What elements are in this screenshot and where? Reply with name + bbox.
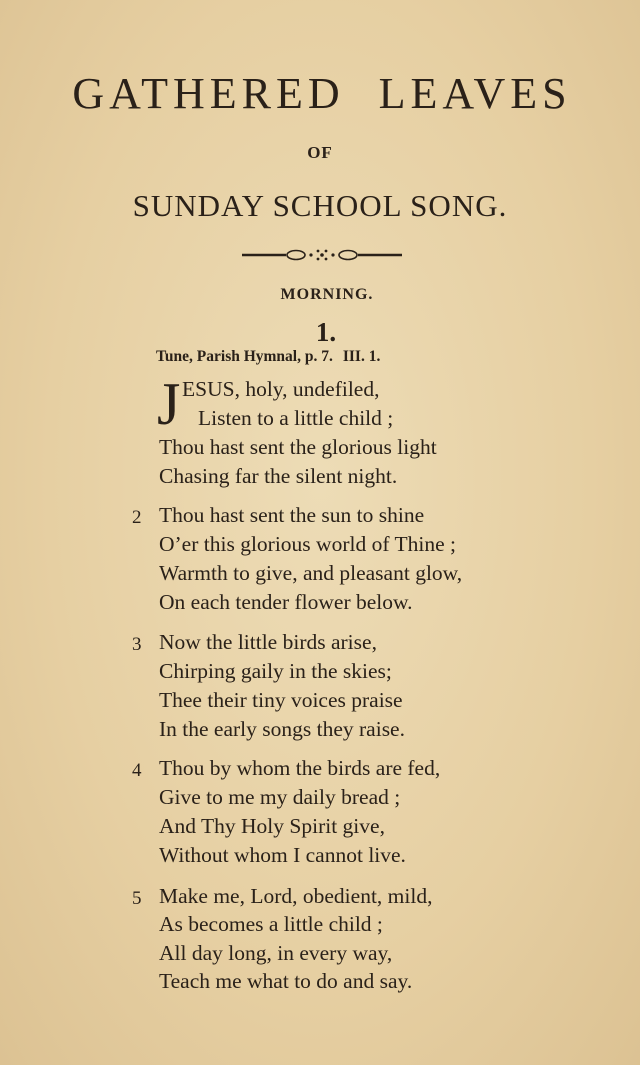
tune-reference [156, 348, 380, 366]
stanza-1-line-4: Chasing far the silent night. [159, 464, 398, 488]
stanza-3-line-1: Now the little birds arise, [159, 630, 377, 654]
stanza-5-number: 5 [132, 888, 142, 909]
ornament-divider-icon [240, 246, 404, 264]
stanza-3-number: 3 [132, 634, 142, 655]
hymn-number: 1. [315, 317, 337, 347]
stanza-3-line-3: Thee their tiny voices praise [159, 688, 403, 712]
stanza-4-number: 4 [132, 760, 142, 781]
stanza-3-line-2: Chirping gaily in the skies; [159, 659, 392, 683]
stanza-4-line-2: Give to me my daily bread ; [159, 785, 401, 809]
stanza-1-line-3: Thou hast sent the glorious light [159, 435, 437, 459]
section-heading: MORNING. [280, 286, 374, 303]
stanza-2-line-1: Thou hast sent the sun to shine [159, 503, 425, 527]
stanza-4-line-3: And Thy Holy Spirit give, [159, 814, 385, 838]
tune-name: Tune, Parish Hymnal, p. 7. [156, 348, 333, 365]
stanza-2-number: 2 [132, 507, 142, 528]
drop-cap: J [157, 371, 181, 437]
tune-meter: III. 1. [342, 348, 381, 365]
stanza-5-line-2: As becomes a little child ; [159, 912, 383, 936]
stanza-4-line-4: Without whom I cannot live. [159, 843, 406, 867]
title-of: OF [307, 143, 333, 162]
stanza-3-line-4: In the early songs they raise. [159, 717, 405, 741]
stanza-5-line-4: Teach me what to do and say. [159, 969, 413, 993]
stanza-5-line-1: Make me, Lord, obedient, mild, [159, 884, 433, 908]
stanza-4-line-1: Thou by whom the birds are fed, [159, 756, 441, 780]
book-subtitle: SUNDAY SCHOOL SONG. [132, 188, 508, 223]
stanza-5-line-3: All day long, in every way, [159, 941, 393, 965]
stanza-1-line-2: Listen to a little child ; [198, 406, 394, 430]
stanza-2-line-2: O’er this glorious world of Thine ; [159, 532, 456, 556]
stanza-1-line-1: ESUS, holy, undefiled, [182, 377, 380, 401]
book-title: GATHERED LEAVES [72, 69, 572, 118]
stanza-2-line-3: Warmth to give, and pleasant glow, [159, 561, 463, 585]
stanza-2-line-4: On each tender flower below. [159, 590, 413, 614]
